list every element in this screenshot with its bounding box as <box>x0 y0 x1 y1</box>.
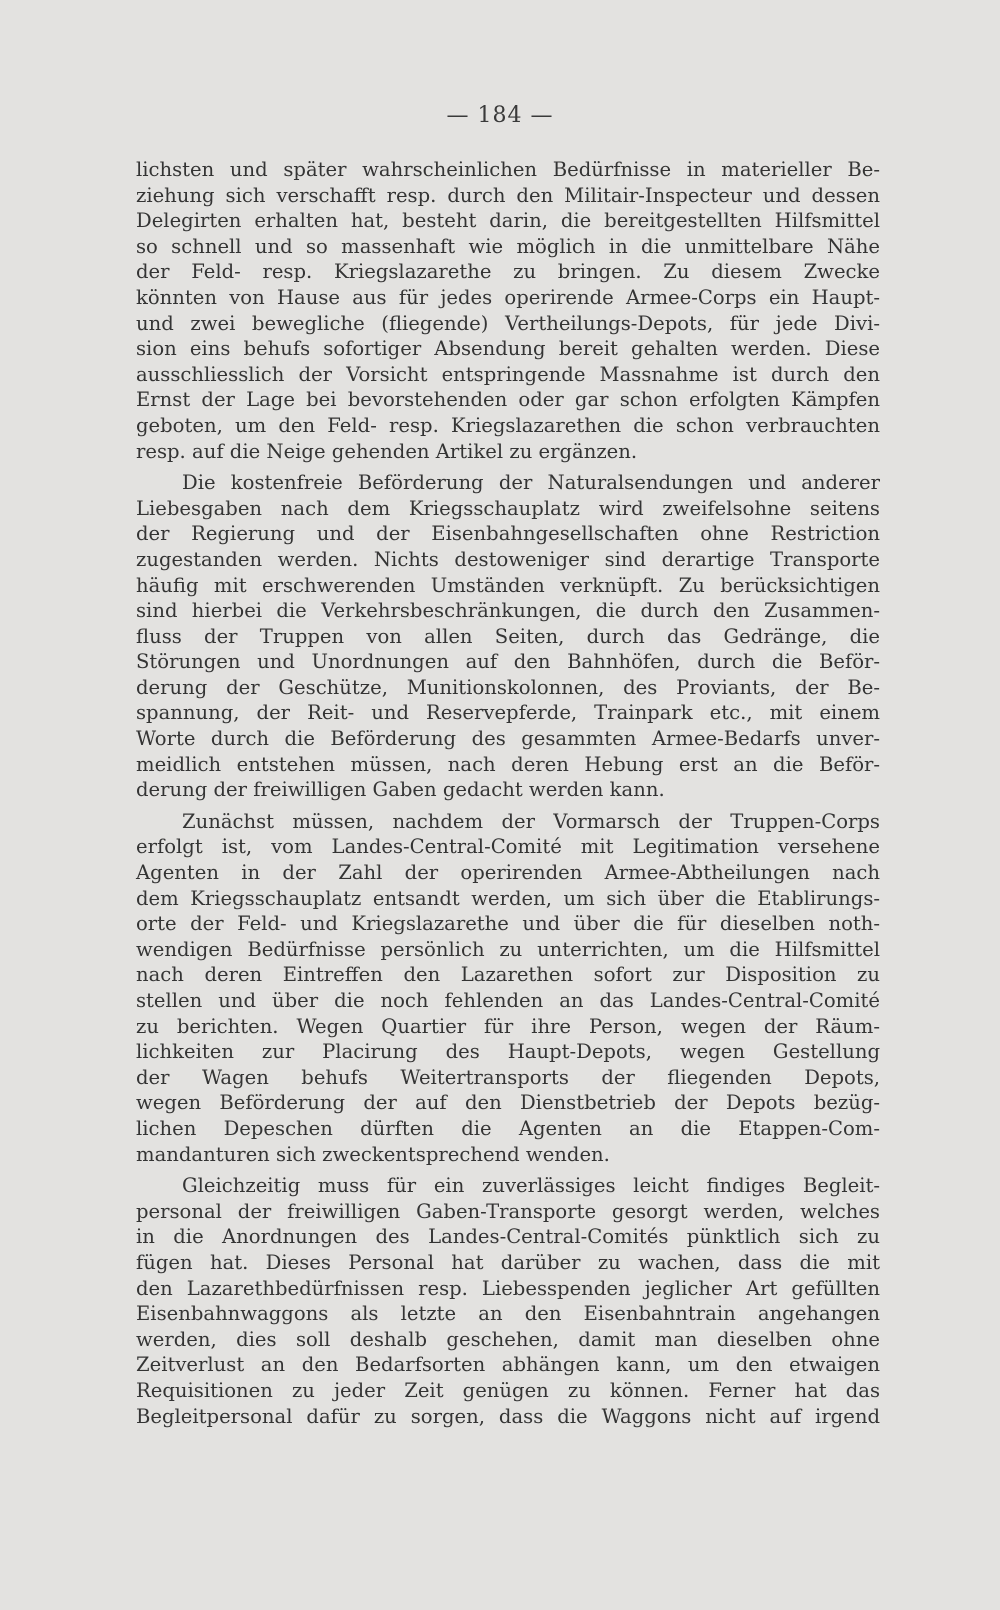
text-line: ziehung sich verschafft resp. durch den Militair-Inspecteur und dessen <box>136 183 880 207</box>
text-line: Die kostenfreie Beförderung der Naturalsendungen und anderer <box>182 471 880 495</box>
text-line: lichsten und später wahrscheinlichen Bedürfnisse in materieller Be- <box>136 158 880 181</box>
text-line: der Regierung und der Eisenbahngesellschaften ohne Restriction <box>136 522 880 546</box>
text-line: zu berichten. Wegen Quartier für ihre Person, wegen der Räum- <box>136 1014 880 1038</box>
page-number: — 184 — <box>446 103 554 128</box>
text-line: mandanturen sich zweckentsprechend wenden. <box>136 1142 610 1166</box>
text-line: wendigen Bedürfnisse persönlich zu unterrichten, um die Hilfsmittel <box>136 937 880 961</box>
text-line: Zeitverlust an den Bedarfsorten abhängen kann, um den etwaigen <box>136 1353 880 1377</box>
text-line: Störungen und Unordnungen auf den Bahnhöfen, durch die Beför- <box>136 650 880 674</box>
text-body <box>136 157 880 1435</box>
text-line: häufig mit erschwerenden Umständen verknüpft. Zu berücksichtigen <box>136 573 880 597</box>
text-line: der Feld- resp. Kriegslazarethe zu bringen. Zu diesem Zwecke <box>136 260 880 284</box>
text-line: wegen Beförderung der auf den Dienstbetrieb der Depots bezüg- <box>136 1091 880 1115</box>
text-line: fluss der Truppen von allen Seiten, durch das Gedränge, die <box>136 624 880 648</box>
text-line: lichkeiten zur Placirung des Haupt-Depots, wegen Gestellung <box>136 1040 880 1064</box>
text-line: Liebesgaben nach dem Kriegsschauplatz wird zweifelsohne seitens <box>136 496 880 520</box>
text-line: Zunächst müssen, nachdem der Vormarsch der Truppen-Corps <box>182 809 880 833</box>
text-line: erfolgt ist, vom Landes-Central-Comité mit Legitimation versehene <box>136 835 880 859</box>
text-line: dem Kriegsschauplatz entsandt werden, um sich über die Etablirungs- <box>136 886 880 910</box>
text-line: derung der freiwilligen Gaben gedacht werden kann. <box>136 778 665 802</box>
text-line: Gleichzeitig muss für ein zuverlässiges leicht findiges Begleit- <box>182 1174 880 1198</box>
paragraph-4 <box>136 1173 880 1429</box>
text-line: werden, dies soll deshalb geschehen, damit man dieselben ohne <box>136 1327 880 1351</box>
text-line: lichen Depeschen dürften die Agenten an die Etappen-Com- <box>136 1116 880 1140</box>
text-line: könnten von Hause aus für jedes operirende Armee-Corps ein Haupt- <box>136 285 880 309</box>
text-line: stellen und über die noch fehlenden an das Landes-Central-Comité <box>136 989 880 1012</box>
text-line: so schnell und so massenhaft wie möglich in die unmittelbare Nähe <box>136 234 880 258</box>
text-line: Begleitpersonal dafür zu sorgen, dass die Waggons nicht auf irgend <box>136 1404 880 1428</box>
paragraph-2 <box>136 470 880 803</box>
text-line: der Wagen behufs Weitertransports der fliegenden Depots, <box>136 1065 880 1089</box>
text-line: ausschliesslich der Vorsicht entspringende Massnahme ist durch den <box>136 362 880 386</box>
paragraph-1 <box>136 157 880 464</box>
text-line: Worte durch die Beförderung des gesammten Armee-Bedarfs unver- <box>136 727 880 751</box>
paragraph-3 <box>136 809 880 1167</box>
text-line: Delegirten erhalten hat, besteht darin, die bereitgestellten Hilfsmittel <box>136 209 880 233</box>
text-line: nach deren Eintreffen den Lazarethen sofort zur Disposition zu <box>136 963 880 987</box>
text-line: resp. auf die Neige gehenden Artikel zu ergänzen. <box>136 439 638 463</box>
text-line: zugestanden werden. Nichts destoweniger sind derartige Transporte <box>136 547 880 571</box>
text-line: spannung, der Reit- und Reservepferde, Trainpark etc., mit einem <box>136 701 880 725</box>
text-line: geboten, um den Feld- resp. Kriegslazarethen die schon verbrauchten <box>136 413 880 437</box>
text-line: sind hierbei die Verkehrsbeschränkungen, die durch den Zusammen- <box>136 599 880 623</box>
text-line: Eisenbahnwaggons als letzte an den Eisenbahntrain angehangen <box>136 1302 880 1326</box>
text-line: personal der freiwilligen Gaben-Transporte gesorgt werden, welches <box>136 1199 880 1223</box>
text-line: und zwei bewegliche (fliegende) Vertheilungs-Depots, für jede Divi- <box>136 311 880 335</box>
text-line: derung der Geschütze, Munitionskolonnen, des Proviants, der Be- <box>136 675 880 699</box>
text-line: Agenten in der Zahl der operirenden Armee-Abtheilungen nach <box>136 861 880 885</box>
text-line: Ernst der Lage bei bevorstehenden oder gar schon erfolgten Kämpfen <box>136 388 880 412</box>
text-line: Requisitionen zu jeder Zeit genügen zu können. Ferner hat das <box>136 1378 880 1402</box>
text-line: meidlich entstehen müssen, nach deren Hebung erst an die Beför- <box>136 752 880 776</box>
text-line: fügen hat. Dieses Personal hat darüber zu wachen, dass die mit <box>136 1250 880 1274</box>
text-line: sion eins behufs sofortiger Absendung bereit gehalten werden. Diese <box>136 337 880 361</box>
text-line: in die Anordnungen des Landes-Central-Comités pünktlich sich zu <box>136 1225 880 1249</box>
text-line: orte der Feld- und Kriegslazarethe und über die für dieselben noth- <box>136 912 880 936</box>
text-line: den Lazarethbedürfnissen resp. Liebesspenden jeglicher Art gefüllten <box>136 1276 880 1300</box>
